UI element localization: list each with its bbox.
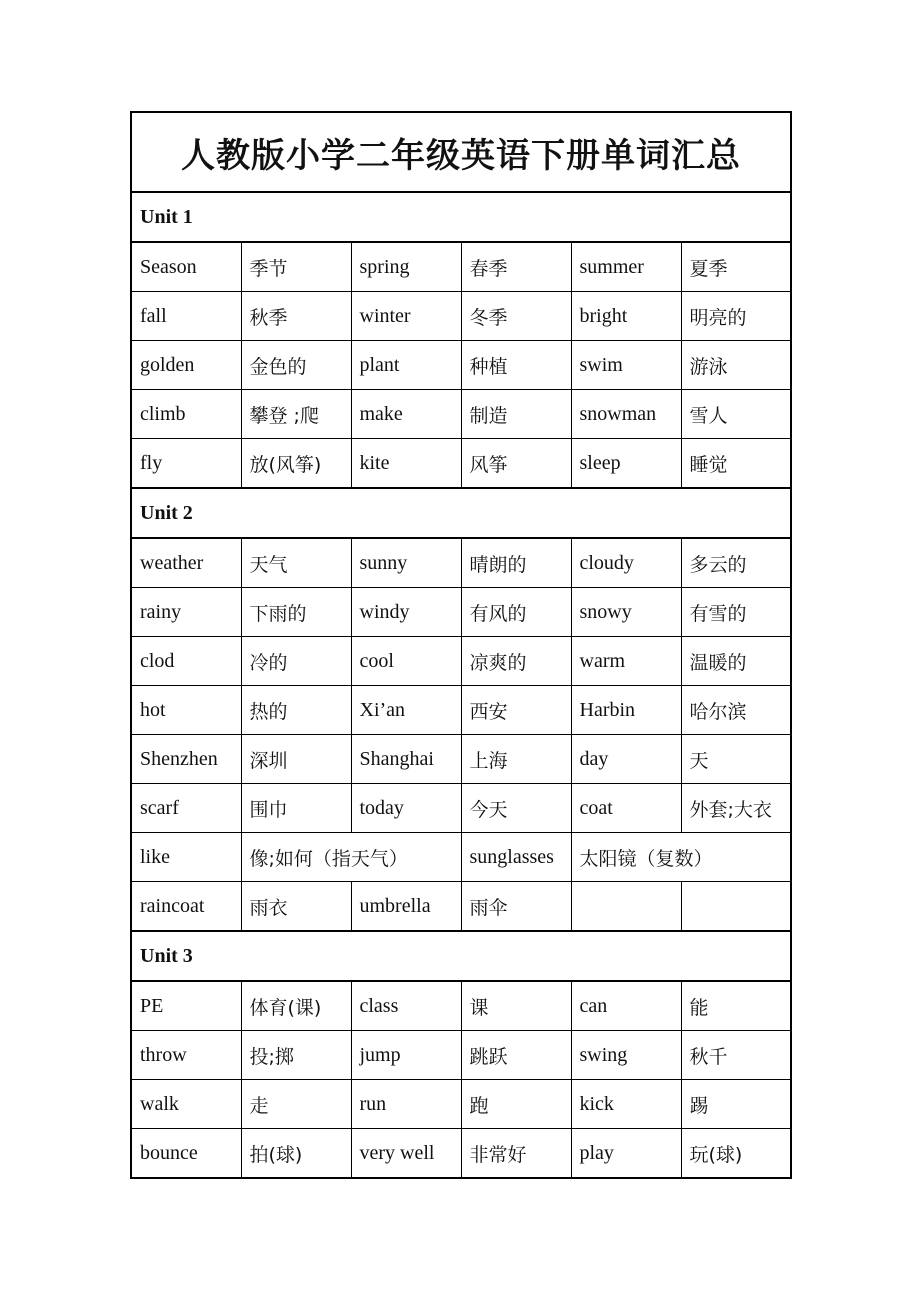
table-row [131,735,791,784]
word-cell: walk [131,1080,241,1129]
table-row [131,637,791,686]
unit-3-heading: Unit 3 [131,931,791,981]
word-cell: Xi’an [351,686,461,735]
unit-2-heading: Unit 2 [131,488,791,538]
meaning-cell: 踢 [681,1080,791,1129]
meaning-cell: 今天 [461,784,571,833]
table-row [131,292,791,341]
meaning-cell: 围巾 [241,784,351,833]
word-cell: sunglasses [461,833,571,882]
table-row [131,833,791,882]
word-cell: golden [131,341,241,390]
meaning-cell: 西安 [461,686,571,735]
meaning-cell: 晴朗的 [461,538,571,588]
table-row [131,341,791,390]
meaning-cell: 深圳 [241,735,351,784]
unit-1-heading: Unit 1 [131,192,791,242]
word-cell: windy [351,588,461,637]
meaning-cell: 玩(球) [681,1129,791,1179]
page-title: 人教版小学二年级英语下册单词汇总 [131,112,791,192]
empty-cell [571,882,681,932]
table-row [131,981,791,1031]
word-cell: today [351,784,461,833]
meaning-cell: 多云的 [681,538,791,588]
table-row [131,538,791,588]
meaning-cell: 跳跃 [461,1031,571,1080]
word-cell: clod [131,637,241,686]
word-cell: very well [351,1129,461,1179]
word-cell: run [351,1080,461,1129]
word-cell: Season [131,242,241,292]
meaning-cell: 哈尔滨 [681,686,791,735]
meaning-cell: 雨伞 [461,882,571,932]
word-cell: bounce [131,1129,241,1179]
meaning-cell: 雪人 [681,390,791,439]
word-cell: raincoat [131,882,241,932]
word-cell: Harbin [571,686,681,735]
meaning-cell: 上海 [461,735,571,784]
meaning-cell: 冬季 [461,292,571,341]
meaning-cell: 风筝 [461,439,571,489]
meaning-cell: 能 [681,981,791,1031]
word-cell: sunny [351,538,461,588]
table-row [131,242,791,292]
meaning-cell: 体育(课) [241,981,351,1031]
meaning-cell: 游泳 [681,341,791,390]
meaning-cell: 拍(球) [241,1129,351,1179]
table-row [131,784,791,833]
word-cell: swing [571,1031,681,1080]
table-row [131,439,791,489]
meaning-cell: 外套;大衣 [681,784,791,833]
meaning-cell: 跑 [461,1080,571,1129]
word-cell: winter [351,292,461,341]
meaning-cell: 制造 [461,390,571,439]
word-cell: fly [131,439,241,489]
word-cell: day [571,735,681,784]
meaning-cell: 雨衣 [241,882,351,932]
word-cell: umbrella [351,882,461,932]
word-cell: cool [351,637,461,686]
word-cell: warm [571,637,681,686]
word-cell: PE [131,981,241,1031]
meaning-cell: 天气 [241,538,351,588]
meaning-cell: 像;如何（指天气） [241,833,461,882]
unit-header-row [131,192,791,242]
meaning-cell: 金色的 [241,341,351,390]
word-cell: kite [351,439,461,489]
meaning-cell: 下雨的 [241,588,351,637]
meaning-cell: 非常好 [461,1129,571,1179]
word-cell: weather [131,538,241,588]
word-cell: climb [131,390,241,439]
word-cell: cloudy [571,538,681,588]
word-cell: sleep [571,439,681,489]
word-cell: kick [571,1080,681,1129]
word-cell: Shenzhen [131,735,241,784]
empty-cell [681,882,791,932]
word-cell: jump [351,1031,461,1080]
word-cell: coat [571,784,681,833]
word-cell: fall [131,292,241,341]
meaning-cell: 夏季 [681,242,791,292]
meaning-cell: 太阳镜（复数） [571,833,791,882]
word-cell: make [351,390,461,439]
word-cell: plant [351,341,461,390]
word-cell: summer [571,242,681,292]
unit-header-row [131,488,791,538]
meaning-cell: 放(风筝) [241,439,351,489]
meaning-cell: 春季 [461,242,571,292]
word-cell: hot [131,686,241,735]
unit-header-row [131,931,791,981]
word-cell: play [571,1129,681,1179]
meaning-cell: 凉爽的 [461,637,571,686]
word-cell: Shanghai [351,735,461,784]
meaning-cell: 投;掷 [241,1031,351,1080]
table-row [131,390,791,439]
meaning-cell: 冷的 [241,637,351,686]
word-cell: snowy [571,588,681,637]
word-cell: rainy [131,588,241,637]
word-cell: bright [571,292,681,341]
meaning-cell: 种植 [461,341,571,390]
vocabulary-table [130,111,792,1179]
meaning-cell: 有雪的 [681,588,791,637]
word-cell: scarf [131,784,241,833]
table-row [131,686,791,735]
word-cell: like [131,833,241,882]
word-cell: can [571,981,681,1031]
meaning-cell: 课 [461,981,571,1031]
table-row [131,1080,791,1129]
word-cell: spring [351,242,461,292]
meaning-cell: 秋千 [681,1031,791,1080]
meaning-cell: 走 [241,1080,351,1129]
meaning-cell: 热的 [241,686,351,735]
table-row [131,882,791,932]
meaning-cell: 秋季 [241,292,351,341]
meaning-cell: 明亮的 [681,292,791,341]
word-cell: snowman [571,390,681,439]
meaning-cell: 天 [681,735,791,784]
meaning-cell: 攀登 ;爬 [241,390,351,439]
word-cell: class [351,981,461,1031]
table-row [131,1031,791,1080]
word-cell: swim [571,341,681,390]
meaning-cell: 睡觉 [681,439,791,489]
meaning-cell: 有风的 [461,588,571,637]
title-row [131,112,791,192]
word-cell: throw [131,1031,241,1080]
table-row [131,1129,791,1179]
meaning-cell: 温暖的 [681,637,791,686]
meaning-cell: 季节 [241,242,351,292]
table-row [131,588,791,637]
